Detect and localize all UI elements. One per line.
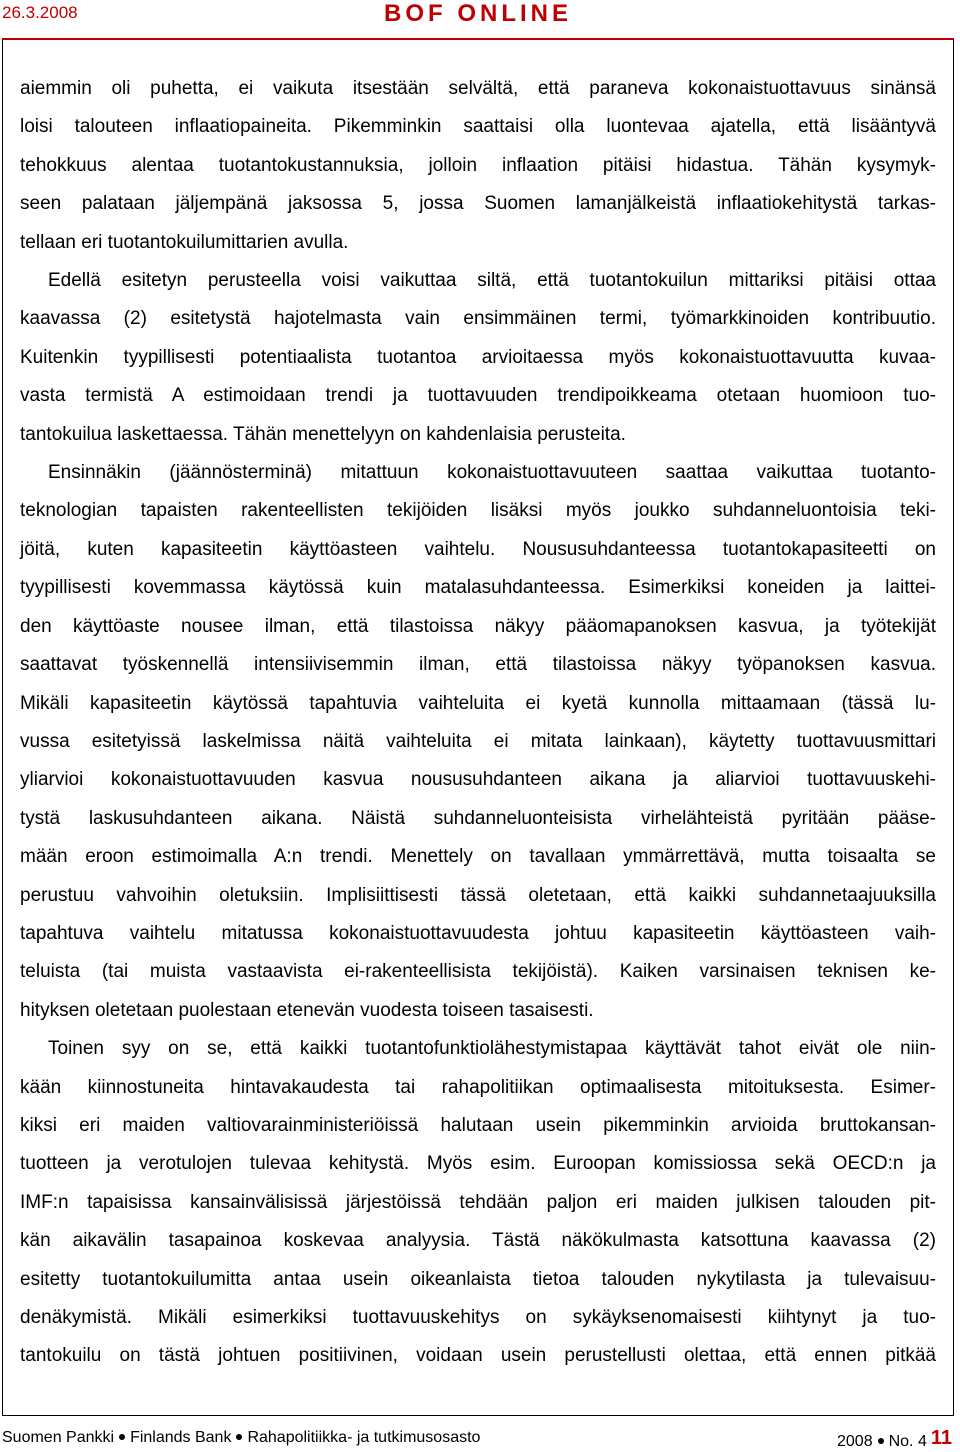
body-line: Mikäli kapasiteetin käytössä tapahtuvia vaihteluita ei kyetä kunnolla mittaamaan (tässä lu- <box>20 692 936 714</box>
body-line: aiemmin oli puhetta, ei vaikuta itsestään selvältä, että paraneva kokonaistuottavuus sinänsä <box>20 78 936 99</box>
footer-org-sv: Finlands Bank <box>130 1429 232 1446</box>
body-line: kaavassa (2) esitetystä hajotelmasta vain ensimmäinen termi, työmarkkinoiden kontribuutio. <box>20 308 936 330</box>
footer-year: 2008 <box>837 1433 873 1450</box>
body-line <box>20 1030 936 1068</box>
body-line: kän aikavälin tasapainoa koskevaa analyysia. Tästä näkökulmasta katsottuna kaavassa (2) <box>20 1230 936 1252</box>
body-line: hityksen oletetaan puolestaan etenevän vuodesta toiseen tasaisesti. <box>20 999 594 1021</box>
header-date: 26.3.2008 <box>2 3 78 22</box>
body-line: tystä laskusuhdanteen aikana. Näistä suhdanneluonteisista virhelähteistä pyritään pääse- <box>20 807 936 829</box>
body-line-text: Ensinnäkin (jäännösterminä) mitattuun kokonaistuottavuuteen saattaa vaikuttaa tuotanto- <box>48 462 936 484</box>
body-line: Kuitenkin tyypillisesti potentiaalista tuotantoa arvioitaessa myös kokonaistuottavuutta kuvaa- <box>20 346 936 368</box>
body-line: saattavat työskennellä intensiivisemmin ilman, että tilastoissa näkyy työpanoksen kasvua. <box>20 654 936 676</box>
body-line-text: Edellä esitetyn perusteella voisi vaikuttaa siltä, että tuotantokuilun mittariksi pitäisi ottaa <box>48 270 936 292</box>
footer-left <box>2 1429 480 1447</box>
body-line: IMF:n tapaisissa kansainvälisissä järjestöissä tehdään paljon eri maiden julkisen talouden pit- <box>20 1191 936 1213</box>
body-line: kiksi eri maiden valtiovarainministeriöissä halutaan usein pikemminkin arvioida bruttokansan- <box>20 1114 936 1136</box>
footer-right <box>837 1429 952 1452</box>
body-line: perustuu vahvoihin oletuksiin. Implisiittisesti tässä oletetaan, että kaikki suhdannetaajuuksilla <box>20 884 936 906</box>
body-line: seen palataan jäljempänä jaksossa 5, jossa Suomen lamanjälkeistä inflaatiokehitystä tarkas- <box>20 193 936 215</box>
body-line: tehokkuus alentaa tuotantokustannuksia, jolloin inflaation pitäisi hidastua. Tähän kysymyk- <box>20 154 936 176</box>
body-line: jöitä, kuten kapasiteetin käyttöasteen vaihtelu. Noususuhdanteessa tuotantokapasiteetti on <box>20 538 936 560</box>
body-line: vasta termistä A estimoidaan trendi ja tuottavuuden trendipoikkeama otetaan huomioon tuo- <box>20 385 936 407</box>
body-line: teluista (tai muista vastaavista ei-rakenteellisista tekijöistä). Kaiken varsinaisen teknisen ke- <box>20 961 936 983</box>
body-line: tuotteen ja verotulojen tulevaa kehitystä. Myös esim. Euroopan komissiossa sekä OECD:n ja <box>20 1153 936 1175</box>
footer-issue: No. 4 <box>888 1433 927 1450</box>
article-body <box>20 70 936 1376</box>
footer-org-fi: Suomen Pankki <box>2 1429 115 1446</box>
body-line <box>20 454 936 492</box>
body-line: loisi talouteen inflaatiopaineita. Pikemminkin saattaisi olla luontevaa ajatella, että lisääntyvä <box>20 116 936 138</box>
footer-department: Rahapolitiikka- ja tutkimusosasto <box>247 1429 481 1446</box>
body-line: yliarvioi kokonaistuottavuuden kasvua noususuhdanteen aikana ja aliarvioi tuottavuuskehi- <box>20 769 936 791</box>
body-line <box>20 262 936 300</box>
page-number: 11 <box>930 1427 952 1449</box>
body-line: tyypillisesti kovemmassa käytössä kuin matalasuhdanteessa. Esimerkiksi koneiden ja laittei- <box>20 577 936 599</box>
body-line: kään kiinnostuneita hintavakaudesta tai rahapolitiikan optimaalisesta mitoituksesta. Esimer- <box>20 1076 936 1098</box>
body-line: mään eroon estimoimalla A:n trendi. Menettely on tavallaan ymmärrettävä, mutta toisaalta se <box>20 846 936 868</box>
bullet-icon <box>878 1438 884 1444</box>
body-line: tellaan eri tuotantokuilumittarien avulla. <box>20 231 349 253</box>
body-line: teknologian tapaisten rakenteellisten tekijöiden lisäksi myös joukko suhdanneluontoisia teki- <box>20 500 936 522</box>
body-line: den käyttöaste nousee ilman, että tilastoissa näkyy pääomapanoksen kasvua, ja työtekijät <box>20 615 936 637</box>
body-line: tantokuilu on tästä johtuen positiivinen, voidaan usein perustellusti olettaa, että ennen pitkää <box>20 1345 936 1367</box>
header-brand: BOF ONLINE <box>384 0 572 27</box>
body-line: tapahtuva vaihtelu mitatussa kokonaistuottavuudesta johtuu kapasiteetin käyttöasteen vaih- <box>20 922 936 944</box>
body-line: denäkymistä. Mikäli esimerkiksi tuottavuuskehitys on sykäyksenomaisesti kiihtynyt ja tuo- <box>20 1307 936 1328</box>
bullet-icon <box>236 1434 242 1440</box>
body-line: esitetty tuotantokuilumitta antaa usein oikeanlaista tietoa talouden nykytilasta ja tulevaisuu- <box>20 1268 936 1290</box>
body-line-text: Toinen syy on se, että kaikki tuotantofunktiolähestymistapaa käyttävät tahot eivät ole niin- <box>48 1038 936 1060</box>
bullet-icon <box>119 1434 125 1440</box>
body-line: tantokuilua laskettaessa. Tähän menettelyyn on kahdenlaisia perusteita. <box>20 423 626 445</box>
body-line: vussa esitetyissä laskelmissa näitä vaihteluita ei mitata lainkaan), käytetty tuottavuusmittari <box>20 730 936 752</box>
